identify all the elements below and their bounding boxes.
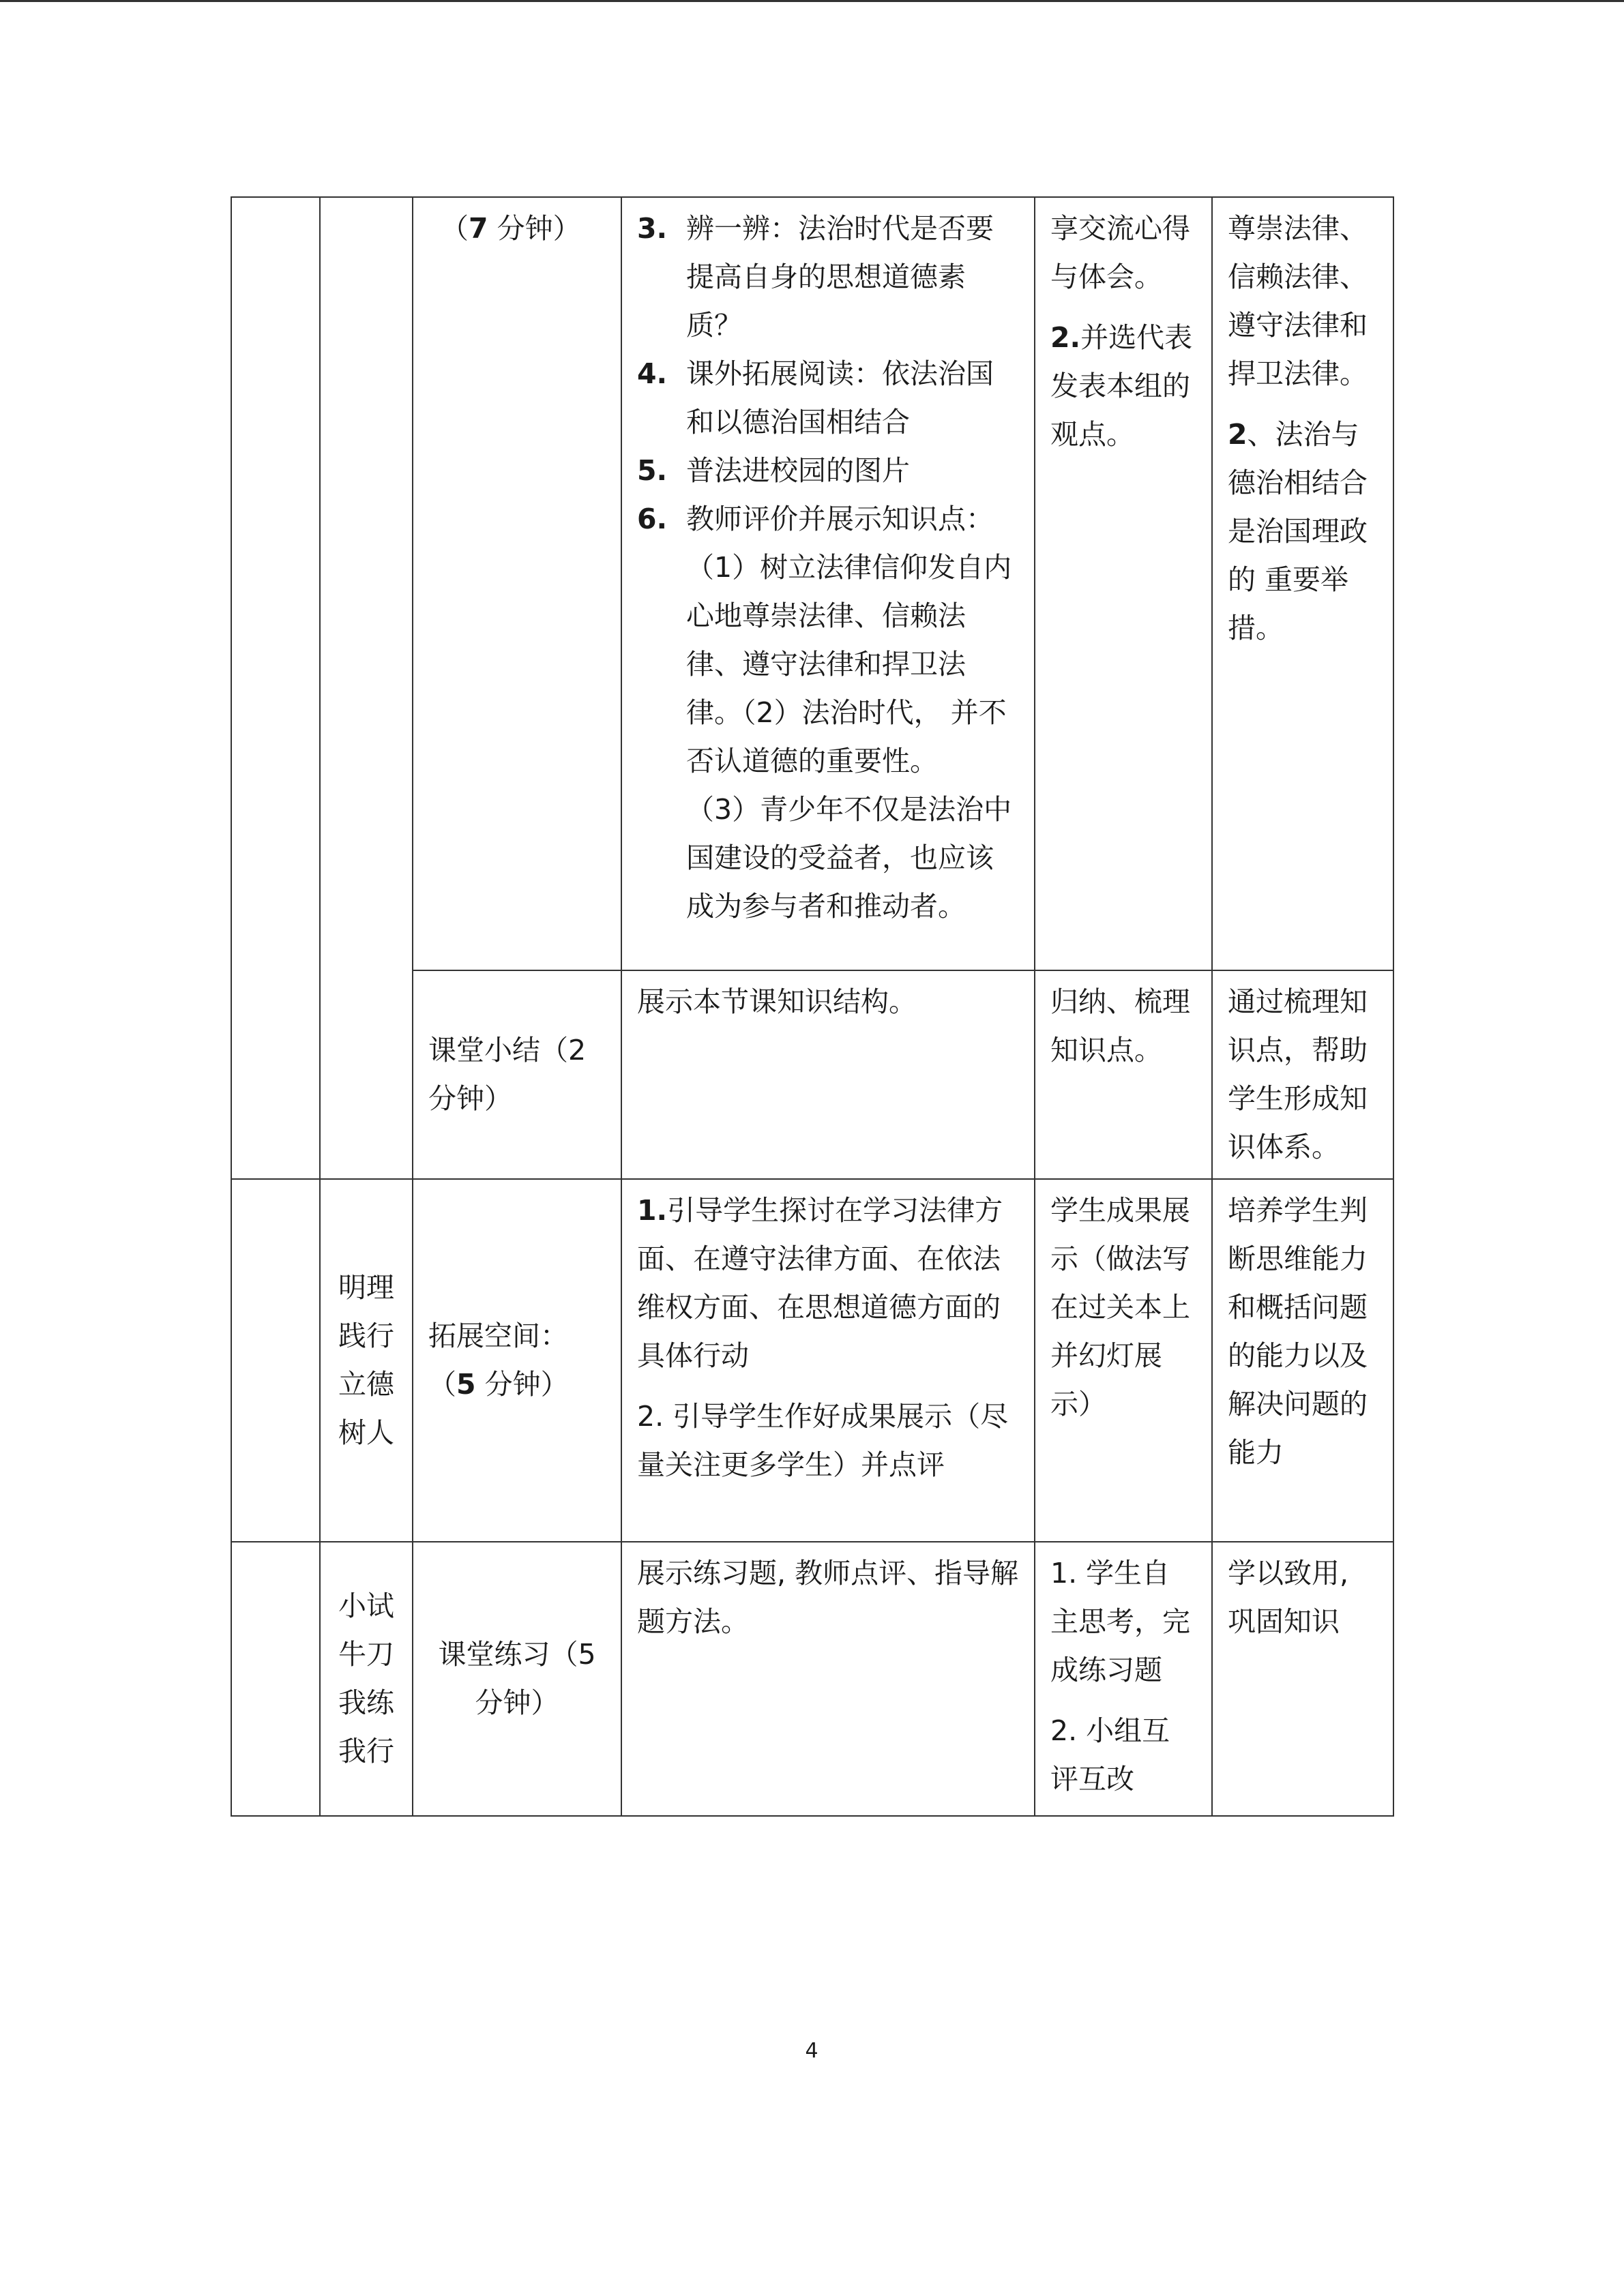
student-activity-cell: 归纳、梳理知识点。 <box>1035 970 1212 1179</box>
page-number: 4 <box>805 2039 818 2063</box>
blank-cell <box>231 1542 320 1816</box>
teacher-activity-cell <box>621 197 1035 970</box>
teacher-activity-cell: 展示本节课知识结构。 <box>621 970 1035 1179</box>
stage-cell: 小试牛刀我练我行 <box>320 1542 413 1816</box>
list-item: 3. 辨一辨：法治时代是否要提高自身的思想道德素质？ <box>637 212 994 342</box>
activity-text: （5 分钟） <box>428 1368 569 1401</box>
stage-cell: 明理践行立德树人 <box>320 1179 413 1542</box>
student-text: 享交流心得与体会。 <box>1050 212 1190 293</box>
activity-text: 分钟） <box>488 212 581 245</box>
knowledge-point-text: （3）青少年不仅是法治中国建设的受益者，也应该成为参与者和推动者。 <box>686 793 1012 923</box>
list-item: 4. 课外拓展阅读：依法治国和以德治国相结合 <box>637 357 994 438</box>
activity-minutes: 7 <box>469 212 488 245</box>
stage-cell <box>320 197 413 1179</box>
design-intent-cell: 通过梳理知识点，帮助学生形成知识体系。 <box>1212 970 1393 1179</box>
activity-cell <box>413 1179 621 1542</box>
blank-cell <box>231 1179 320 1542</box>
student-activity-cell <box>1035 197 1212 970</box>
student-text: 1. 学生自主思考，完成练习题 <box>1050 1557 1190 1686</box>
list-item: 5. 普法进校园的图片 <box>637 454 910 487</box>
student-text: 2.并选代表发表本组的观点。 <box>1050 321 1193 451</box>
lesson-plan-table <box>231 196 1394 1817</box>
teacher-activity-cell: 展示练习题, 教师点评、指导解题方法。 <box>621 1542 1035 1816</box>
teacher-activity-cell <box>621 1179 1035 1542</box>
student-activity-cell <box>1035 1542 1212 1816</box>
table-row <box>231 1542 1393 1816</box>
activity-cell <box>413 197 621 970</box>
student-text: 2. 小组互评互改 <box>1050 1714 1170 1795</box>
activity-text: （ <box>441 212 469 245</box>
table-row <box>231 197 1393 970</box>
teacher-text: 2. 引导学生作好成果展示（尽量关注更多学生）并点评 <box>637 1400 1009 1481</box>
activity-cell: 课堂练习（5 分钟） <box>413 1542 621 1816</box>
table-row <box>231 1179 1393 1542</box>
design-intent-cell: 培养学生判断思维能力和概括问题的能力以及解决问题的能力 <box>1212 1179 1393 1542</box>
intent-text: 2、法治与德治相结合是治国理政的 重要举措。 <box>1228 418 1368 644</box>
intent-text: 尊崇法律、信赖法律、遵守法律和捍卫法律。 <box>1228 212 1368 390</box>
student-activity-cell: 学生成果展示（做法写在过关本上并幻灯展示） <box>1035 1179 1212 1542</box>
activity-text: 拓展空间： <box>428 1320 568 1352</box>
top-border-rule <box>0 0 1624 2</box>
teacher-text: 1.引导学生探讨在学习法律方面、在遵守法律方面、在依法维权方面、在思想道德方面的具体行动 <box>637 1194 1003 1372</box>
design-intent-cell: 学以致用, 巩固知识 <box>1212 1542 1393 1816</box>
list-item: 6. 教师评价并展示知识点： <box>637 503 994 535</box>
activity-cell: 课堂小结（2 分钟） <box>413 970 621 1179</box>
blank-cell <box>231 197 320 1179</box>
knowledge-point-text: （1）树立法律信仰发自内心地尊崇法律、信赖法律、遵守法律和捍卫法律。（2）法治时代， 并不否认道德的重要性。 <box>686 551 1012 777</box>
design-intent-cell <box>1212 197 1393 970</box>
